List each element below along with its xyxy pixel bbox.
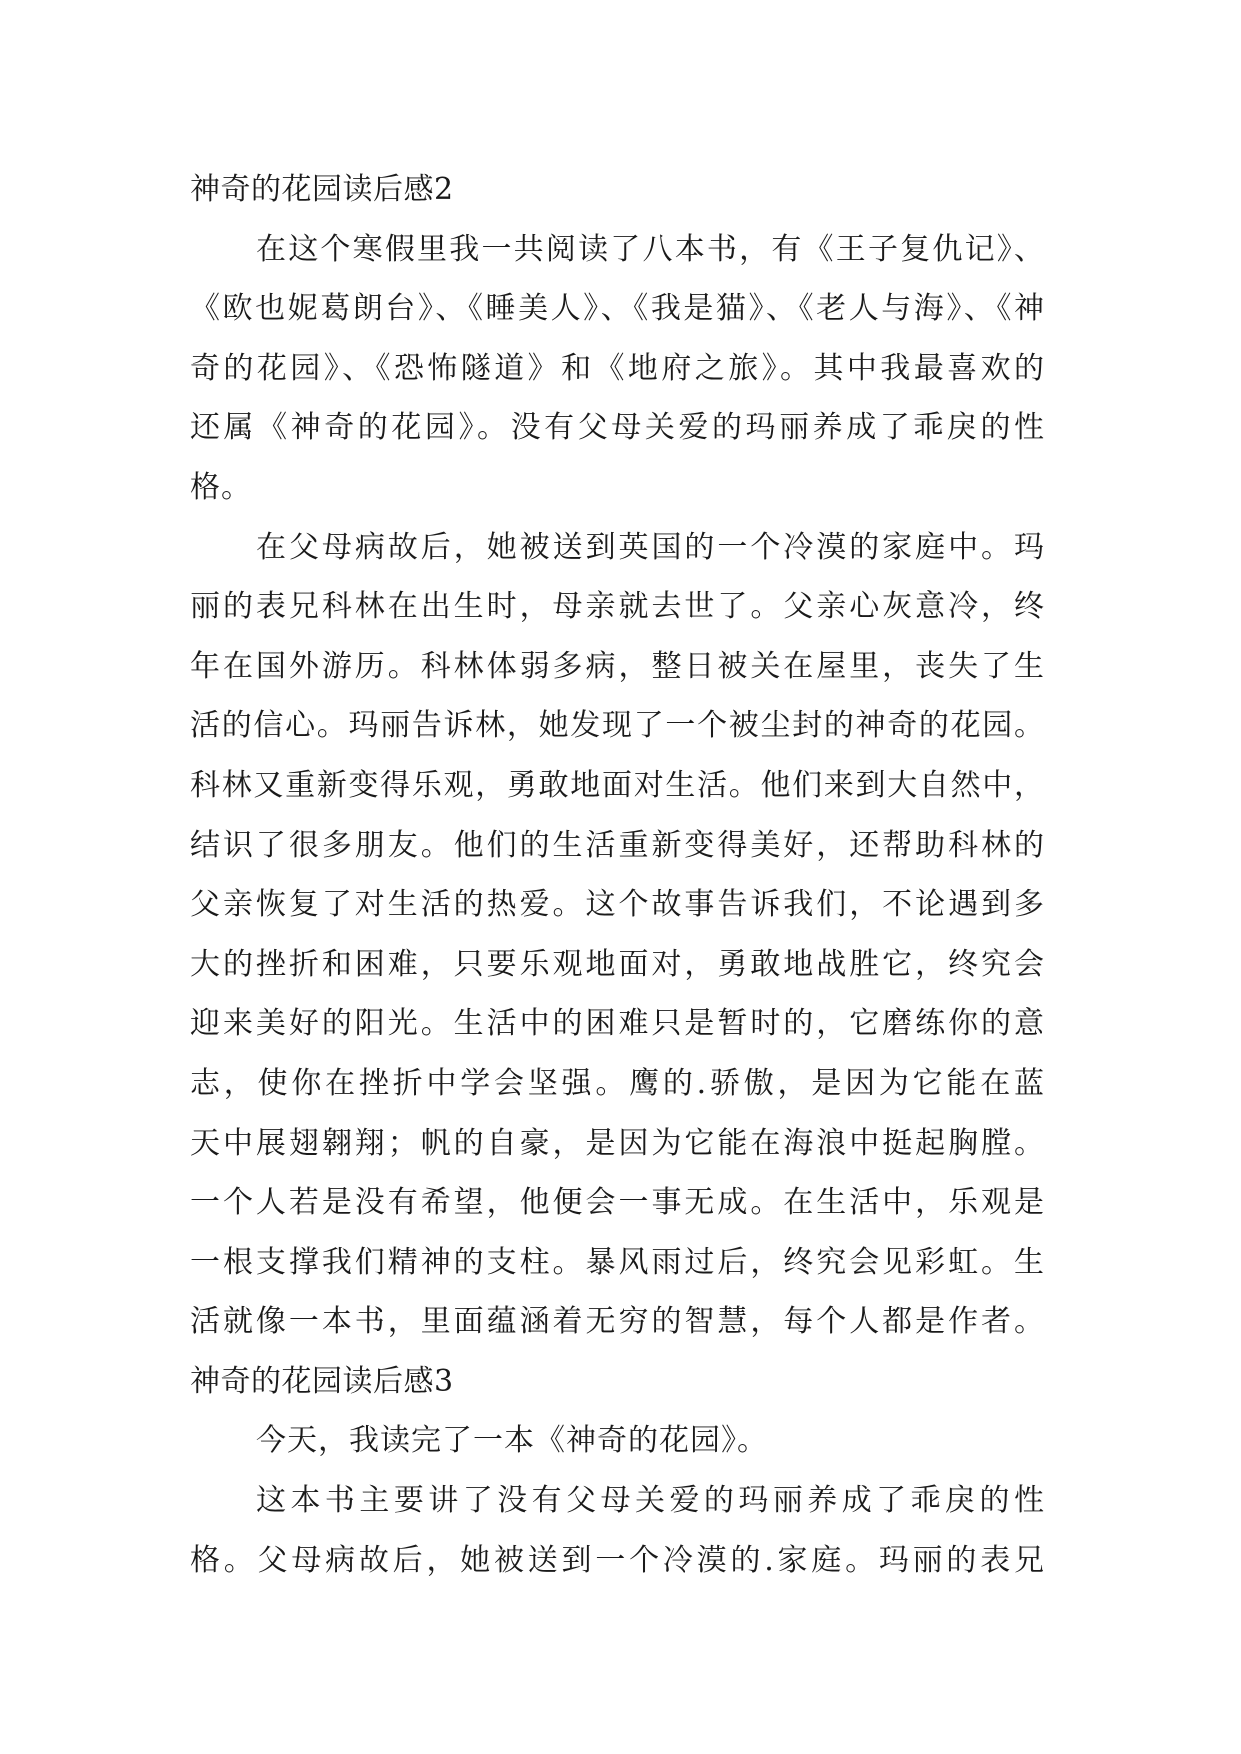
text-line: 在父母病故后，她被送到英国的一个冷漠的家庭中。玛 xyxy=(256,529,1045,565)
text-line: 丽的表兄科林在出生时，母亲就去世了。父亲心灰意冷，终 xyxy=(190,589,1045,625)
text-line: 在这个寒假里我一共阅读了八本书，有《王子复仇记》、 xyxy=(256,231,1045,267)
text-line: 活就像一本书，里面蕴涵着无穷的智慧，每个人都是作者。 xyxy=(190,1304,1045,1340)
text-line: 天中展翅翱翔；帆的自豪，是因为它能在海浪中挺起胸膛。 xyxy=(190,1125,1045,1161)
text-line: 还属《神奇的花园》。没有父母关爱的玛丽养成了乖戾的性 xyxy=(190,410,1045,446)
paragraph xyxy=(190,220,1050,518)
text-line: 今天，我读完了一本《神奇的花园》。 xyxy=(256,1423,768,1459)
paragraph xyxy=(190,518,1050,1352)
section-heading: 神奇的花园读后感3 xyxy=(190,1363,454,1399)
text-line: 格。父母病故后，她被送到一个冷漠的.家庭。玛丽的表兄 xyxy=(190,1542,1045,1578)
paragraph xyxy=(190,1471,1050,1590)
text-line: 志，使你在挫折中学会坚强。鹰的.骄傲，是因为它能在蓝 xyxy=(190,1065,1045,1101)
text-line: 奇的花园》、《恐怖隧道》和《地府之旅》。其中我最喜欢的 xyxy=(190,350,1045,386)
document-body xyxy=(190,160,1050,1590)
text-line: 迎来美好的阳光。生活中的困难只是暂时的，它磨练你的意 xyxy=(190,1006,1045,1042)
paragraph xyxy=(190,1411,1050,1471)
text-line: 一根支撑我们精神的支柱。暴风雨过后，终究会见彩虹。生 xyxy=(190,1244,1045,1280)
text-line: 格。 xyxy=(190,469,252,505)
text-line: 这本书主要讲了没有父母关爱的玛丽养成了乖戾的性 xyxy=(256,1483,1045,1519)
text-line: 《欧也妮葛朗台》、《睡美人》、《我是猫》、《老人与海》、《神 xyxy=(190,291,1045,327)
text-line: 大的挫折和困难，只要乐观地面对，勇敢地战胜它，终究会 xyxy=(190,946,1045,982)
section-heading: 神奇的花园读后感2 xyxy=(190,172,454,207)
text-line: 父亲恢复了对生活的热爱。这个故事告诉我们，不论遇到多 xyxy=(190,887,1045,923)
text-line: 结识了很多朋友。他们的生活重新变得美好，还帮助科林的 xyxy=(190,827,1045,863)
text-line: 一个人若是没有希望，他便会一事无成。在生活中，乐观是 xyxy=(190,1185,1045,1221)
text-line: 活的信心。玛丽告诉林，她发现了一个被尘封的神奇的花园。 xyxy=(190,708,1045,744)
text-line: 科林又重新变得乐观，勇敢地面对生活。他们来到大自然中， xyxy=(190,767,1045,803)
text-line: 年在国外游历。科林体弱多病，整日被关在屋里，丧失了生 xyxy=(190,648,1045,684)
